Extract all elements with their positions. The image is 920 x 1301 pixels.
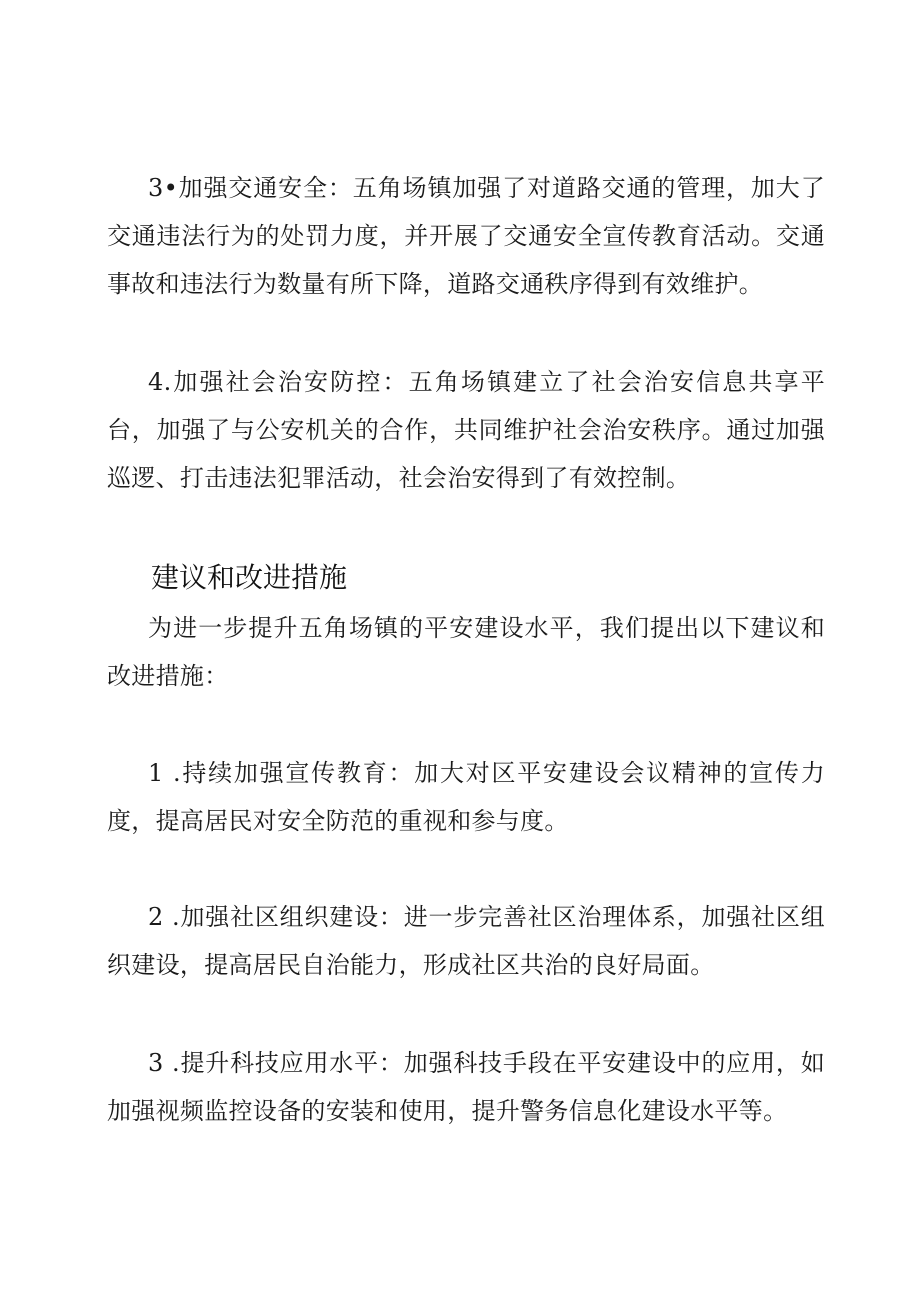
recommendation-item-1: 1 .持续加强宣传教育：加大对区平安建设会议精神的宣传力度，提高居民对安全防范的重视和参与度。 — [107, 759, 825, 835]
paragraph-intro: 为进一步提升五角场镇的平安建设水平，我们提出以下建议和改进措施： — [107, 614, 825, 690]
section-heading: 建议和改进措施 — [151, 561, 348, 594]
recommendation-item-2: 2 .加强社区组织建设：进一步完善社区治理体系，加强社区组织建设，提高居民自治能力，形成社区共治的良好局面。 — [107, 903, 825, 979]
paragraph-public-security: 4.加强社会治安防控：五角场镇建立了社会治安信息共享平台，加强了与公安机关的合作，共同维护社会治安秩序。通过加强巡逻、打击违法犯罪活动，社会治安得到了有效控制。 — [107, 368, 825, 492]
paragraph-traffic-safety: 3•加强交通安全：五角场镇加强了对道路交通的管理，加大了交通违法行为的处罚力度，并开展了交通安全宣传教育活动。交通事故和违法行为数量有所下降，道路交通秩序得到有效维护。 — [107, 174, 825, 298]
recommendation-item-3: 3 .提升科技应用水平：加强科技手段在平安建设中的应用，如加强视频监控设备的安装和使用，提升警务信息化建设水平等。 — [107, 1049, 825, 1125]
